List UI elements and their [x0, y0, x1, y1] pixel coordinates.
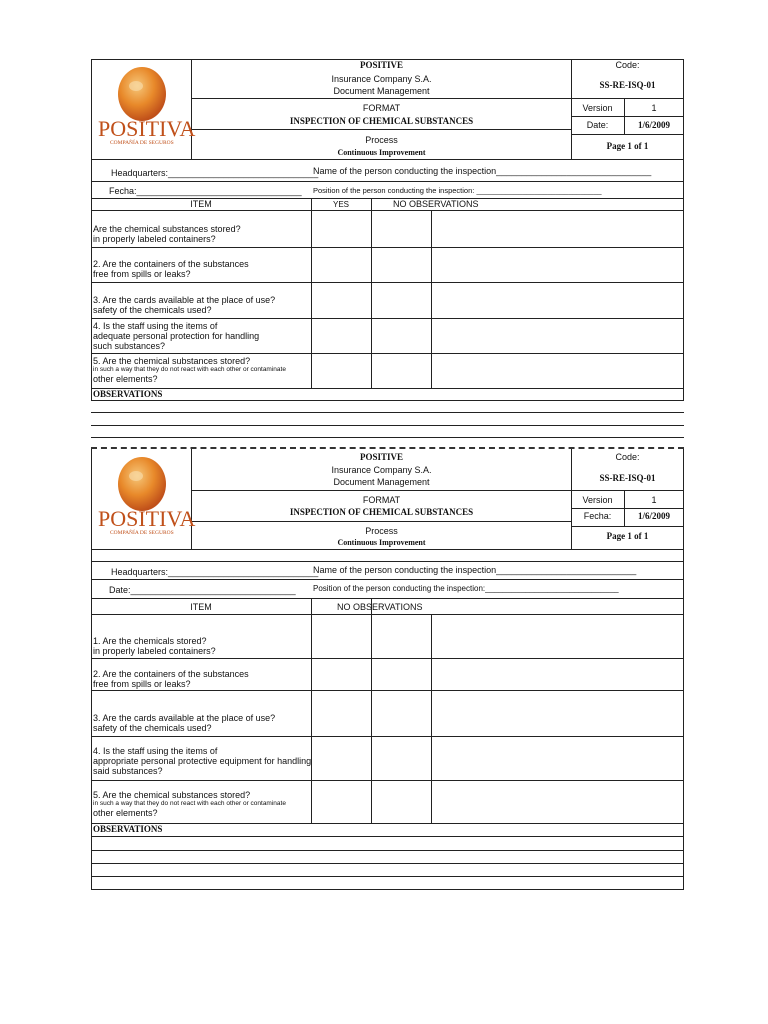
positiva-logo: [96, 64, 196, 156]
column-no-observations: NO OBSERVATIONS: [337, 602, 423, 612]
date-label: Date:: [586, 120, 609, 130]
logo-wordmark: POSITIVA: [98, 116, 196, 141]
observations-label: OBSERVATIONS: [93, 389, 163, 399]
code-label: Code:: [615, 452, 640, 462]
date-value: 1/6/2009: [637, 120, 670, 130]
company-sub2: Document Management: [333, 86, 430, 96]
code-value: SS-RE-ISQ-01: [599, 80, 656, 90]
question-3: 3. Are the cards available at the place of use? safety of the chemicals used?: [93, 295, 276, 315]
question-4: 4. Is the staff using the items of adequate personal protection for handling such substances?: [93, 321, 260, 351]
code-label: Code:: [615, 60, 640, 70]
company-name: POSITIVE: [359, 60, 403, 70]
date-field[interactable]: Fecha:_________________________________: [109, 186, 302, 196]
code-value: SS-RE-ISQ-01: [599, 473, 656, 483]
page-number: Page 1 of 1: [606, 531, 649, 541]
version-label: Version: [582, 495, 613, 505]
observations-label: OBSERVATIONS: [93, 824, 163, 834]
headquarters-field[interactable]: Headquarters:______________________________: [111, 567, 319, 577]
version-value: 1: [651, 103, 657, 113]
date-field[interactable]: Date:_________________________________: [109, 585, 296, 595]
inspector-name-field[interactable]: Name of the person conducting the inspection_______________________________: [313, 166, 652, 176]
process-label: Process: [365, 135, 398, 145]
column-item: ITEM: [190, 199, 212, 209]
version-label: Version: [582, 103, 613, 113]
company-sub1: Insurance Company S.A.: [331, 465, 432, 475]
column-no-observations: NO OBSERVATIONS: [393, 199, 479, 209]
format-label: FORMAT: [362, 495, 401, 505]
question-1: 1. Are the chemicals stored? in properly labeled containers?: [93, 636, 216, 656]
logo-wordmark: POSITIVA: [98, 506, 196, 531]
inspector-position-field[interactable]: Position of the person conducting the inspection:______________________________: [313, 584, 619, 593]
page-number: Page 1 of 1: [606, 141, 649, 151]
process-value: Continuous Improvement: [337, 538, 426, 547]
question-2: 2. Are the containers of the substances free from spills or leaks?: [93, 259, 249, 279]
cut-line: [91, 447, 684, 449]
column-item: ITEM: [190, 602, 212, 612]
question-4: 4. Is the staff using the items of appropriate personal protective equipment for handling said substances?: [93, 746, 312, 776]
company-name: POSITIVE: [359, 452, 403, 462]
question-3: 3. Are the cards available at the place of use? safety of the chemicals used?: [93, 713, 276, 733]
form-title: INSPECTION OF CHEMICAL SUBSTANCES: [289, 116, 474, 126]
process-label: Process: [365, 526, 398, 536]
logo-tagline: COMPAÑÍA DE SEGUROS: [110, 140, 174, 146]
inspector-name-field[interactable]: Name of the person conducting the inspection____________________________: [313, 565, 637, 575]
format-label: FORMAT: [362, 103, 401, 113]
question-5: 5. Are the chemical substances stored? in such a way that they do not react with each other or contaminate other elements?: [93, 356, 286, 384]
question-5: 5. Are the chemical substances stored? in such a way that they do not react with each other or contaminate other elements?: [93, 790, 286, 818]
inspector-position-field[interactable]: Position of the person conducting the inspection: ______________________________: [313, 186, 602, 195]
date-label: Fecha:: [583, 511, 612, 521]
company-sub1: Insurance Company S.A.: [331, 74, 432, 84]
headquarters-field[interactable]: Headquarters:______________________________: [111, 168, 319, 178]
company-sub2: Document Management: [333, 477, 430, 487]
logo-tagline: COMPAÑÍA DE SEGUROS: [110, 530, 174, 536]
version-value: 1: [651, 495, 657, 505]
question-1: Are the chemical substances stored? in properly labeled containers?: [93, 224, 241, 244]
date-value: 1/6/2009: [637, 511, 670, 521]
form-title: INSPECTION OF CHEMICAL SUBSTANCES: [289, 507, 474, 517]
column-yes: YES: [332, 200, 349, 209]
positiva-logo: [96, 456, 196, 548]
process-value: Continuous Improvement: [337, 148, 426, 157]
question-2: 2. Are the containers of the substances free from spills or leaks?: [93, 669, 249, 689]
